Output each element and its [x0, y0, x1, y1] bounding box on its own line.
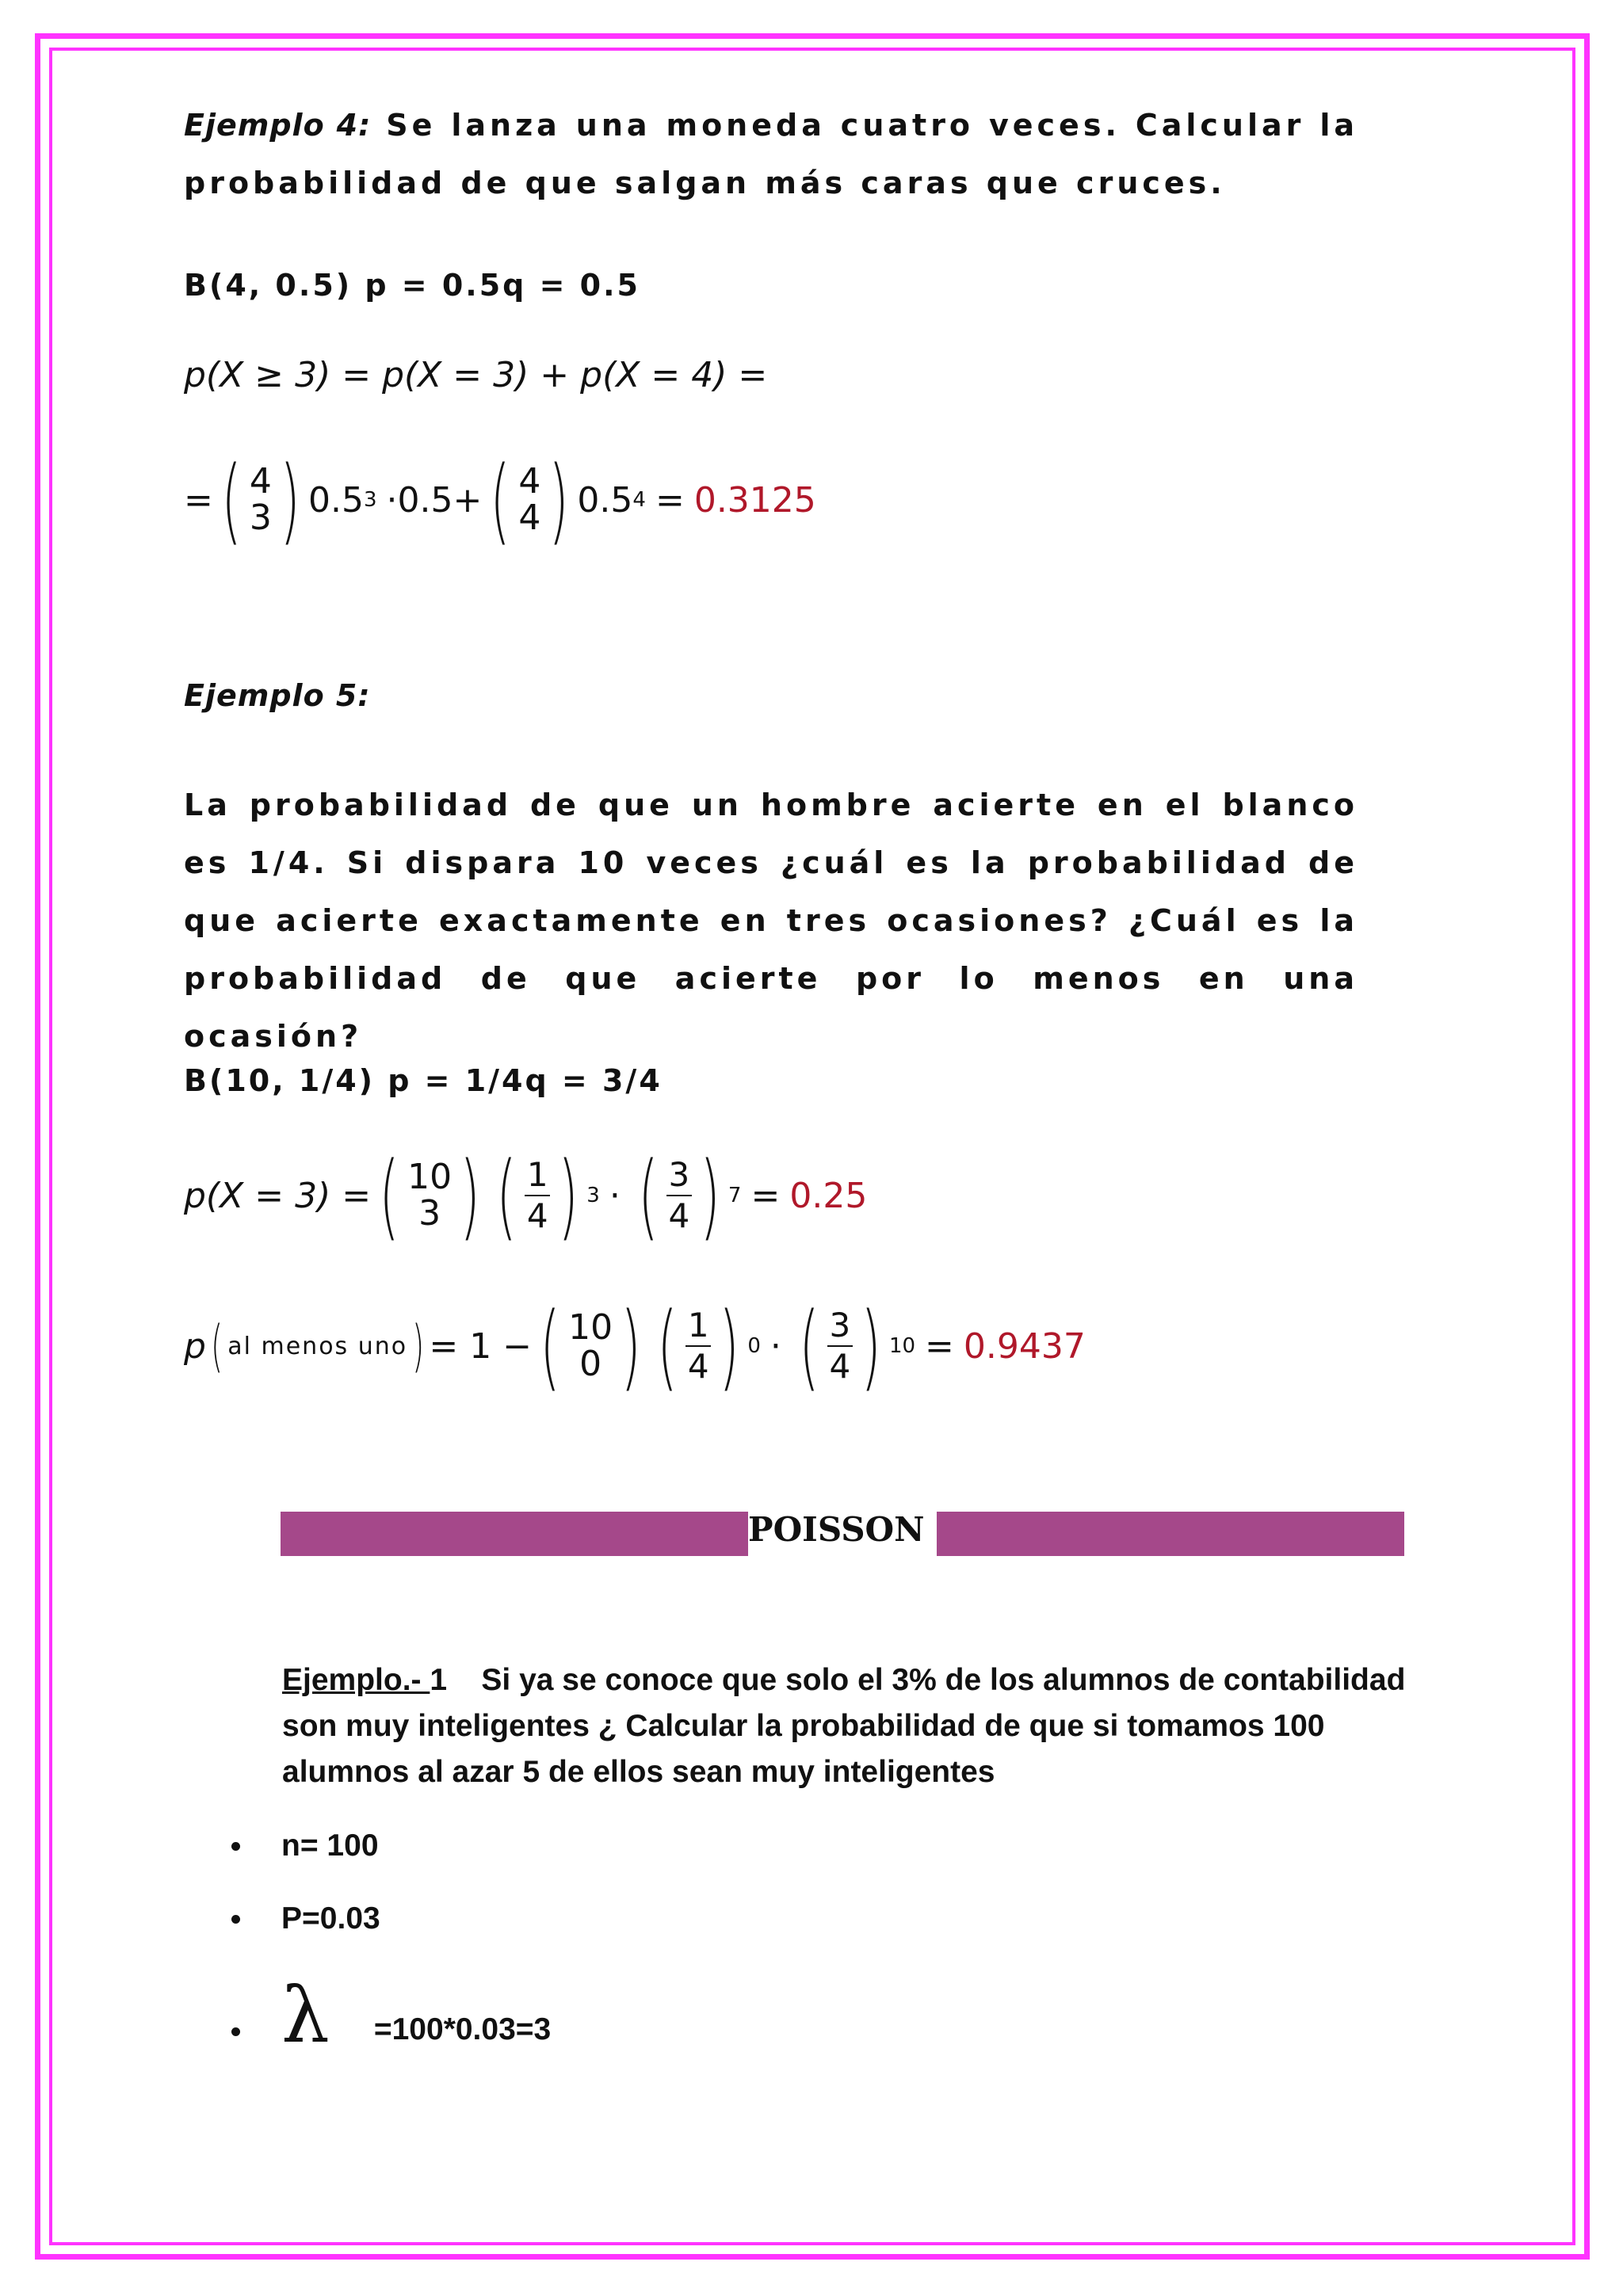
- fraction-power: ( $\frac{1}{4}$ ): [496, 1141, 579, 1250]
- exponent: 0: [747, 1334, 761, 1358]
- example-5-equation-1: p(X = 3) = ( 10 3 ) ( $\frac{1}{4}$ ) 3 · ( $\frac{3}{4}$ ) 7 = 0.25: [184, 1141, 868, 1250]
- exponent: 4: [632, 488, 646, 512]
- binom-bottom: 0: [579, 1344, 602, 1384]
- eq-p: p: [184, 1325, 206, 1367]
- example-4-equation-1: [184, 355, 767, 395]
- example-5-text: La probabilidad de que un hombre acierte en el blanco es 1/4. Si dispara 10 veces ¿cuál es la probabilidad de que acierte exactamente en tres ocasiones? ¿Cuál es la probabilidad de que acierte por lo menos en una ocasión?: [184, 788, 1358, 1054]
- eq-sign: =: [925, 1325, 954, 1367]
- example-5-distribution: B(10, 1/4) p = 1/4q = 3/4: [184, 1063, 663, 1098]
- binom-bottom: 3: [418, 1193, 441, 1234]
- eq-argument: al menos uno: [227, 1332, 408, 1360]
- fraction-power: ( $\frac{1}{4}$ ): [657, 1291, 739, 1401]
- poisson-example-text: Si ya se conoce que solo el 3% de los alumnos de contabilidad son muy inteligentes ¿ Calcular la probabilidad de que si tomamos 100 alumnos al azar 5 de ellos sean muy inteligentes: [282, 1663, 1406, 1789]
- term: 0.5: [577, 479, 633, 521]
- term: 0.5: [307, 479, 364, 521]
- fraction-numerator: 3: [829, 1305, 851, 1344]
- poisson-title: POISSON: [748, 1510, 925, 1549]
- binom-top: 10: [568, 1306, 613, 1348]
- example-4-eq1-text: p(X ≥ 3) = p(X = 3) + p(X = 4) =: [184, 355, 768, 395]
- exponent: 7: [727, 1184, 742, 1207]
- bullet-icon: [231, 1915, 240, 1924]
- example-5-label: Ejemplo 5:: [184, 678, 371, 713]
- binom-top: 10: [407, 1156, 453, 1197]
- example-5-equation-2: p ( al menos uno ) = 1 − ( 10 0 ) ( $\frac{1}{4}$ ) 0 · ( $\frac{3}{4}$ ) 10 = 0.9437: [184, 1291, 1086, 1401]
- example-4-result: 0.3125: [693, 479, 816, 521]
- eq-sign: =: [184, 479, 213, 521]
- example-4-paragraph: [184, 97, 1358, 212]
- example-4-text: Se lanza una moneda cuatro veces. Calcular la probabilidad de que salgan más caras que cruces.: [184, 108, 1359, 200]
- fraction-denominator: 4: [829, 1347, 851, 1386]
- binom-bottom: 4: [518, 498, 541, 538]
- bullet-item-n: [231, 1829, 379, 1863]
- fraction-denominator: 4: [668, 1196, 690, 1235]
- binomial-coefficient: ( 10 0 ): [540, 1291, 641, 1401]
- eq-rest: = 1 −: [429, 1325, 533, 1367]
- fraction-denominator: 4: [687, 1347, 709, 1386]
- bullet-icon: [231, 1842, 240, 1851]
- binom-top: 4: [518, 460, 541, 502]
- bullet-text: =100*0.03=3: [373, 2012, 552, 2046]
- bullet-item-p: [231, 1901, 380, 1936]
- example-5-result-1: 0.25: [789, 1175, 868, 1216]
- fraction-power: ( $\frac{3}{4}$ ): [638, 1141, 720, 1250]
- exponent: 3: [363, 488, 377, 512]
- bullet-icon: [231, 2027, 240, 2036]
- poisson-example-label: Ejemplo.-: [282, 1663, 430, 1697]
- binom-bottom: 3: [249, 498, 272, 538]
- lambda-symbol: λ: [281, 1971, 330, 2060]
- example-4-distribution: B(4, 0.5) p = 0.5q = 0.5: [184, 268, 640, 303]
- example-5-result-2: 0.9437: [963, 1325, 1086, 1367]
- binomial-coefficient: ( 4 4 ): [490, 445, 570, 555]
- exponent: 10: [888, 1334, 916, 1358]
- bullet-text: n= 100: [281, 1829, 379, 1863]
- example-4-label: Ejemplo 4:: [184, 108, 372, 143]
- poisson-example-number: 1: [430, 1663, 448, 1697]
- fraction-power: ( $\frac{3}{4}$ ): [799, 1291, 881, 1401]
- exponent: 3: [586, 1184, 600, 1207]
- poisson-bar-left: [281, 1512, 748, 1556]
- example-4-equation-2: [184, 445, 816, 555]
- binom-top: 4: [249, 460, 272, 502]
- fraction-denominator: 4: [526, 1196, 548, 1235]
- binomial-coefficient: ( 4 3 ): [221, 445, 300, 555]
- eq-sign: =: [750, 1175, 781, 1216]
- eq-sign: =: [655, 479, 685, 521]
- poisson-example-paragraph: [282, 1657, 1407, 1795]
- fraction-numerator: 1: [687, 1305, 709, 1344]
- example-5-label-line: [184, 678, 371, 713]
- term: ·0.5+: [386, 479, 483, 521]
- fraction-numerator: 1: [526, 1154, 548, 1194]
- fraction-numerator: 3: [668, 1154, 690, 1194]
- eq-lhs: p(X = 3) =: [184, 1175, 372, 1216]
- poisson-bar-right: [937, 1512, 1404, 1556]
- binomial-coefficient: ( 10 3 ): [379, 1141, 480, 1250]
- bullet-text: P=0.03: [281, 1901, 380, 1936]
- bullet-item-lambda: [231, 1971, 552, 2060]
